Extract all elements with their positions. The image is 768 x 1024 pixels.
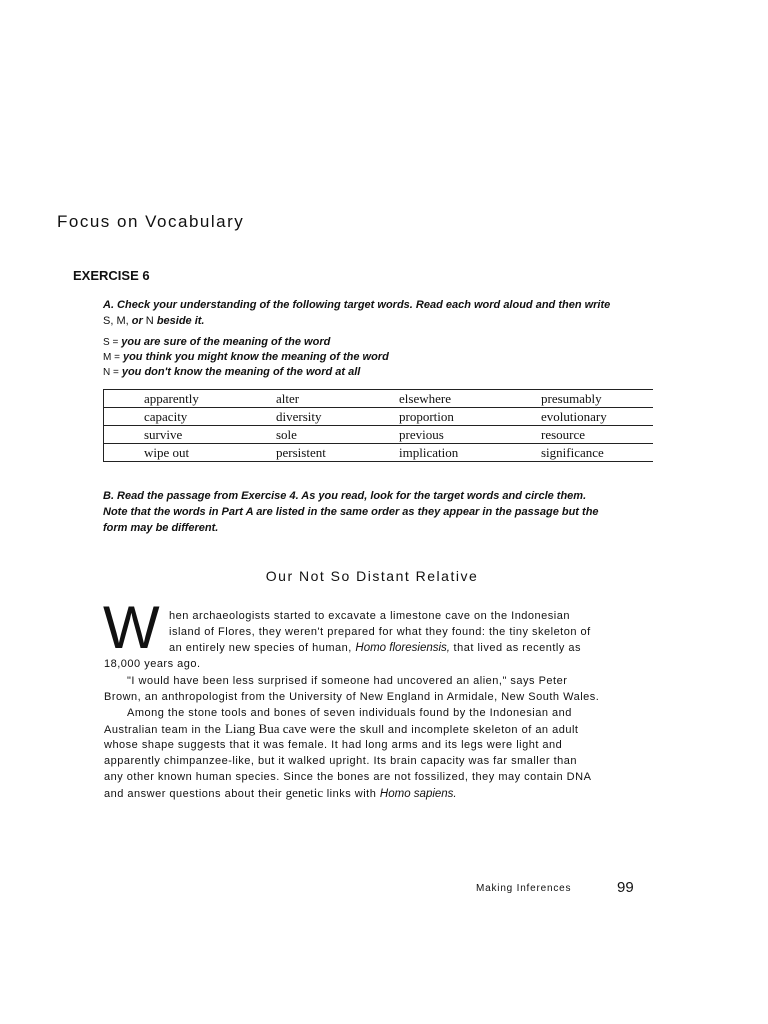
table-cell: elsewhere <box>399 391 451 406</box>
table-cell: resource <box>541 427 586 442</box>
passage-text: were the skull and incomplete skeleton of an adult <box>310 724 579 736</box>
key-n <box>103 365 360 380</box>
table-cell: apparently <box>144 391 199 406</box>
table-cell: evolutionary <box>541 409 607 424</box>
table-row <box>104 444 653 462</box>
key-text: you don't know the meaning of the word at all <box>121 366 361 378</box>
table-cell: sole <box>276 427 297 442</box>
drop-cap: W <box>103 594 160 661</box>
passage-text: and answer questions about their <box>104 788 283 800</box>
table-cell: significance <box>541 445 604 460</box>
key-text: you are sure of the meaning of the word <box>121 336 331 348</box>
key-code: N = <box>103 367 119 378</box>
table-cell: alter <box>276 391 300 406</box>
passage-line: any other known human species. Since the bones are not fossilized, they may contain DNA <box>104 771 592 783</box>
table-cell: proportion <box>399 409 454 424</box>
table-cell: wipe out <box>144 445 190 460</box>
table-cell: presumably <box>541 391 602 406</box>
passage-line <box>169 640 581 656</box>
passage-line: Brown, an anthropologist from the University of New England in Armidale, New South Wales. <box>104 691 600 703</box>
part-a-codes: S, M, <box>103 315 129 327</box>
key-code: S = <box>103 337 119 348</box>
passage-line: whose shape suggests that it was female. It had long arms and its legs were light and <box>104 739 563 751</box>
part-a-rest: beside it. <box>156 315 205 327</box>
key-s <box>103 335 330 350</box>
key-code: M = <box>103 352 120 363</box>
table-row <box>104 426 653 444</box>
passage-text: Australian team in the <box>104 724 222 736</box>
species-name: Homo floresiensis, <box>355 642 450 654</box>
part-b-line1: B. Read the passage from Exercise 4. As you read, look for the target words and circle them. <box>103 490 587 502</box>
passage-text: an entirely new species of human, <box>169 642 352 654</box>
part-b-line2: Note that the words in Part A are listed in the same order as they appear in the passage but the <box>103 506 599 518</box>
target-words-table <box>103 389 653 462</box>
table-cell: diversity <box>276 409 322 424</box>
passage-line: hen archaeologists started to excavate a limestone cave on the Indonesian <box>169 610 570 622</box>
footer-section-label: Making Inferences <box>476 883 572 894</box>
table-cell: capacity <box>144 409 188 424</box>
page-number: 99 <box>617 879 634 896</box>
exercise-label: EXERCISE 6 <box>73 268 150 283</box>
place-name: Liang Bua cave <box>224 721 307 736</box>
key-text: you think you might know the meaning of the word <box>122 351 389 363</box>
passage-line <box>104 721 578 738</box>
section-title: Focus on Vocabulary <box>57 212 245 231</box>
passage-text: that lived as recently as <box>453 642 581 654</box>
passage-line: "I would have been less surprised if someone had uncovered an alien," says Peter <box>127 675 568 687</box>
passage-text: genetic <box>285 785 324 800</box>
part-a-code-n: N <box>145 315 154 327</box>
table-cell: implication <box>399 445 459 460</box>
passage-line: apparently chimpanzee-like, but it walked upright. Its brain capacity was far smaller than <box>104 755 577 767</box>
part-b-instructions <box>103 488 643 536</box>
passage-text: links with <box>326 788 377 800</box>
passage-line: Among the stone tools and bones of seven individuals found by the Indonesian and <box>127 707 572 719</box>
table-cell: survive <box>144 427 183 442</box>
part-a-or: or <box>131 315 143 327</box>
part-b-line3: form may be different. <box>103 522 219 534</box>
table-row <box>104 408 653 426</box>
table-cell: previous <box>399 427 444 442</box>
table-row <box>104 390 653 408</box>
passage-title: Our Not So Distant Relative <box>265 568 479 584</box>
part-a-instructions <box>103 297 663 329</box>
key-m <box>103 350 389 365</box>
species-name: Homo sapiens. <box>379 788 457 800</box>
table-cell: persistent <box>276 445 326 460</box>
part-a-line1: A. Check your understanding of the following target words. Read each word aloud and then write <box>103 299 611 311</box>
passage-line <box>104 785 457 802</box>
passage-line: 18,000 years ago. <box>104 658 201 670</box>
passage-line: island of Flores, they weren't prepared for what they found: the tiny skeleton of <box>169 626 591 638</box>
part-a-line2 <box>103 313 663 329</box>
